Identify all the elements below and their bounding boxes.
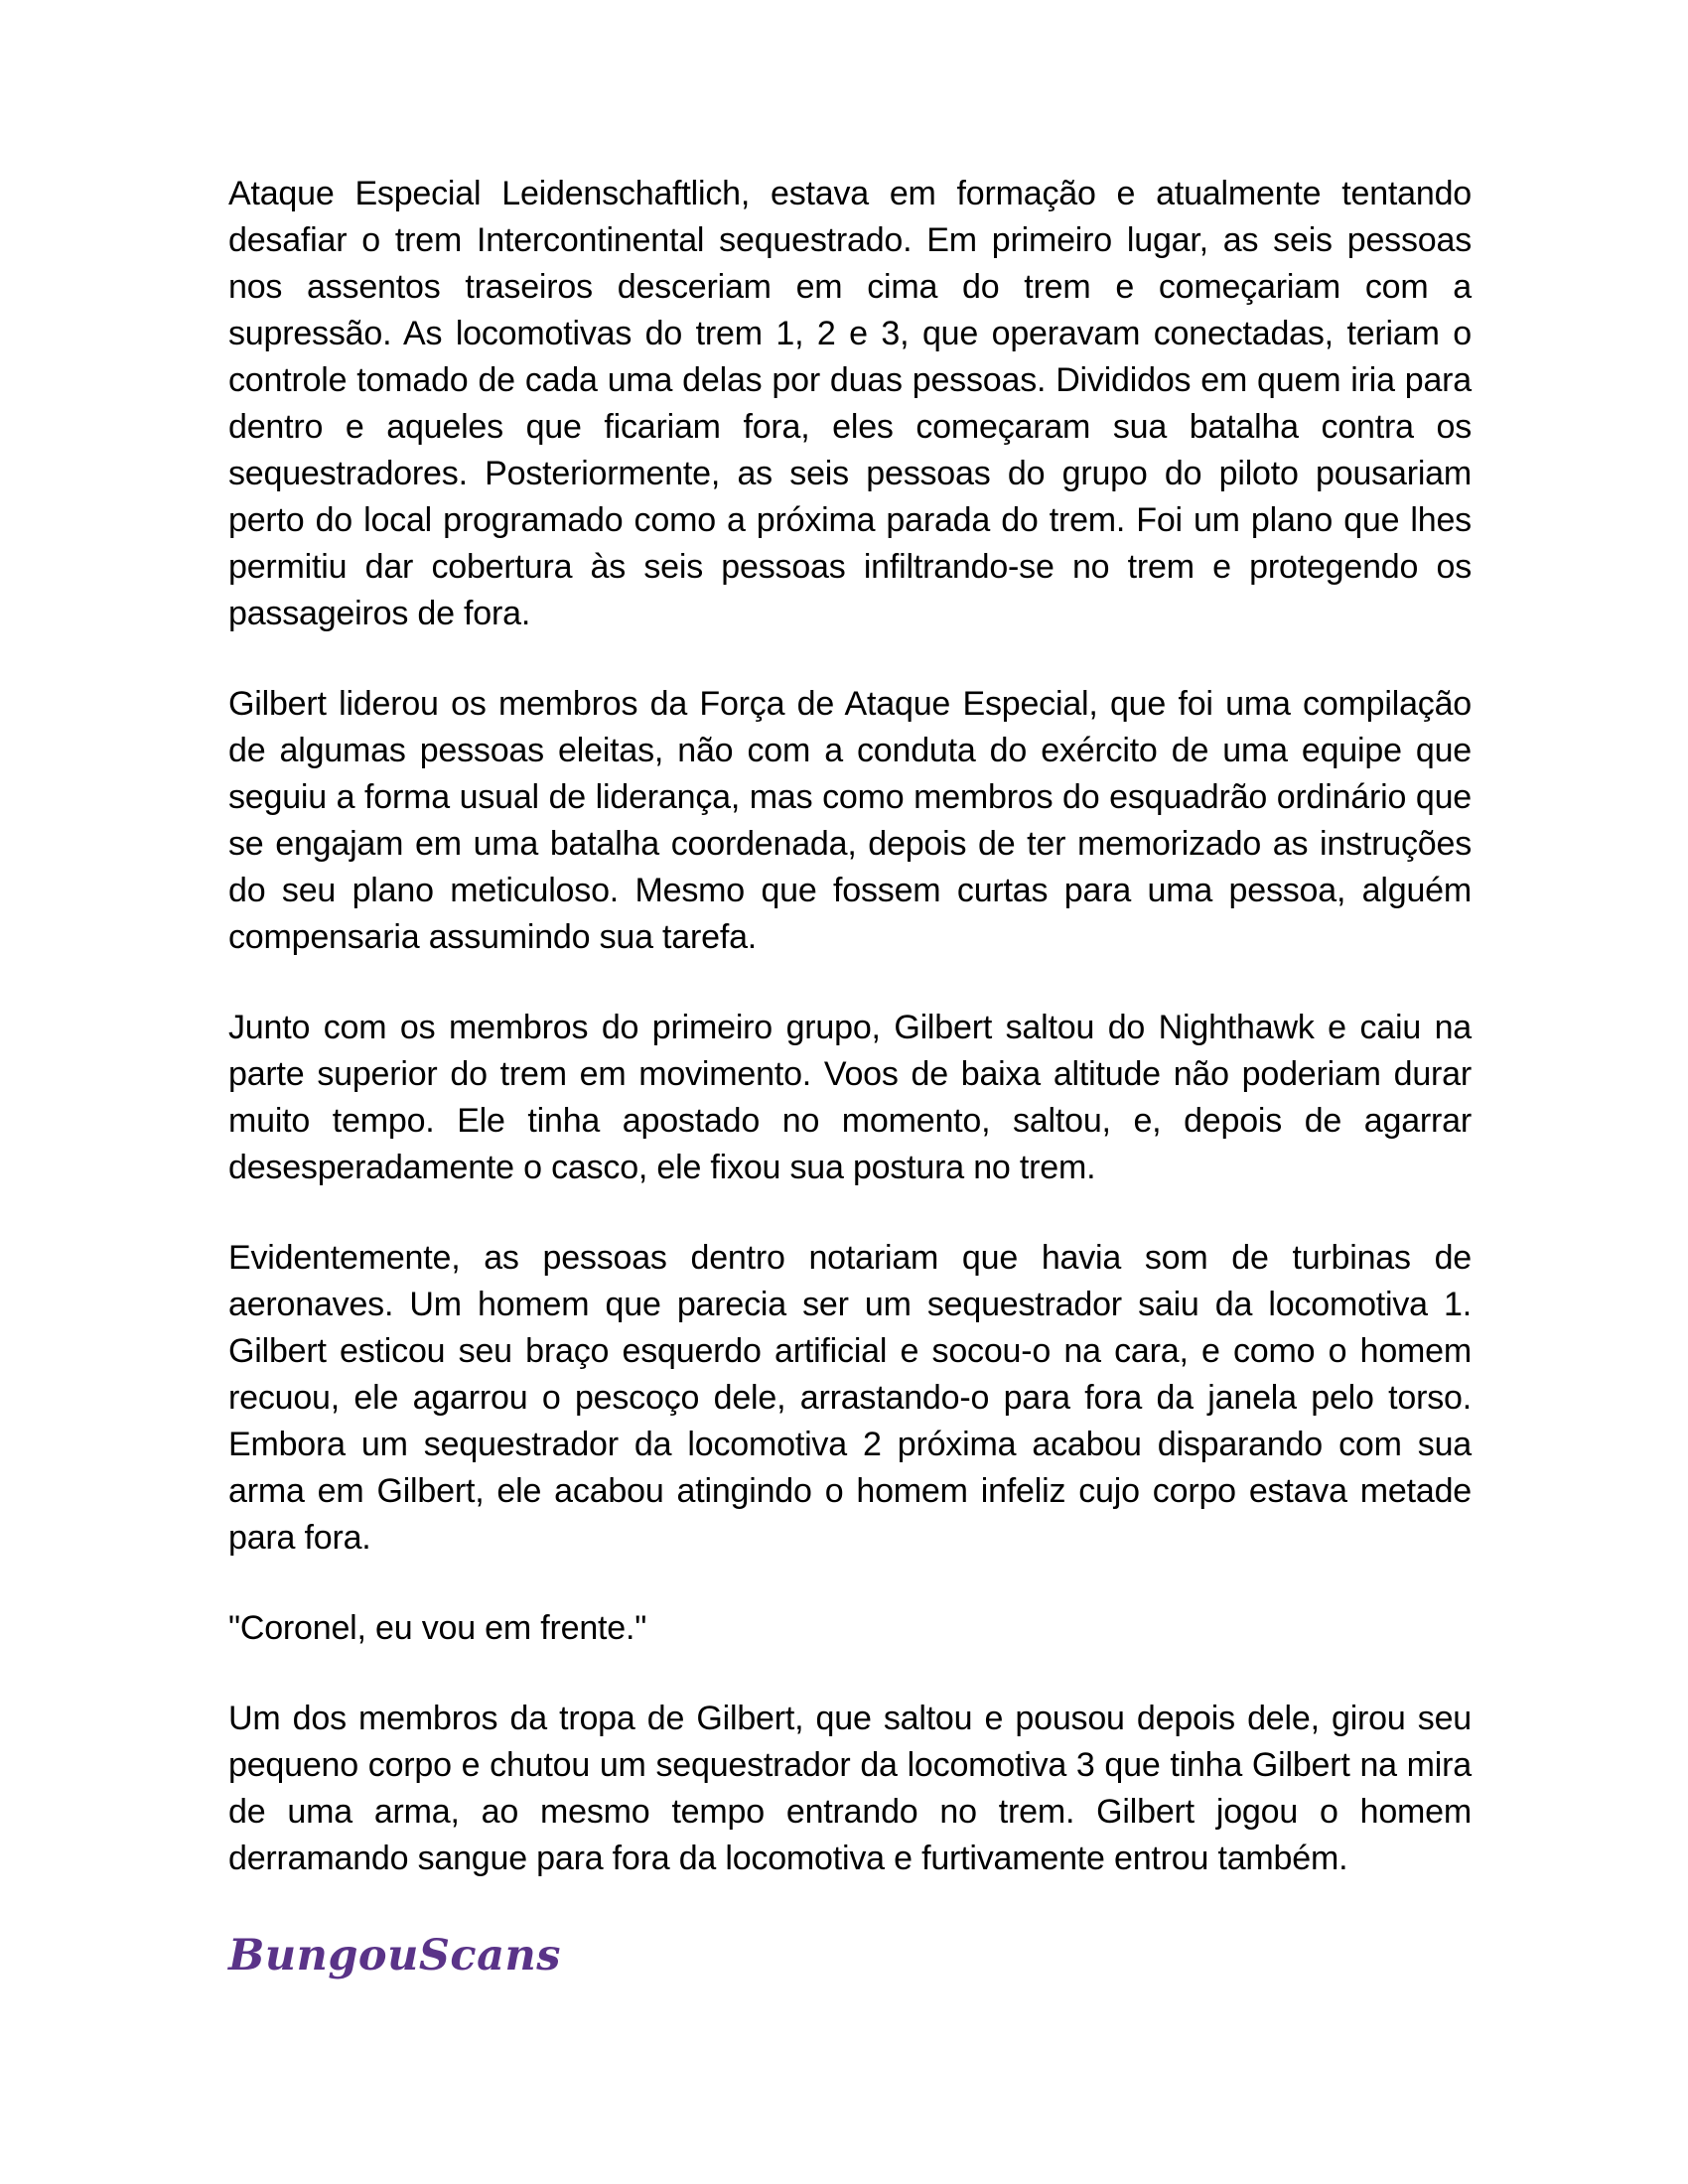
paragraph: Um dos membros da tropa de Gilbert, que saltou e pousou depois dele, girou seu pequeno corpo e chutou um sequestrador da locomotiva 3 que tinha Gilbert na mira de uma arma, ao mesmo tempo entrando no trem. Gilbert jogou o homem derramando sangue para fora da locomotiva e furtivamente entrou também. bbox=[228, 1700, 1472, 1877]
scanlation-credit: BungouScans bbox=[228, 1931, 561, 1980]
paragraph: Evidentemente, as pessoas dentro notariam que havia som de turbinas de aeronaves. Um homem que parecia ser um sequestrador saiu da locomotiva 1. Gilbert esticou seu braço esquerdo artificial e socou-o na cara, e como o homem recuou, ele agarrou o pescoço dele, arrastando-o para fora da janela pelo torso. Embora um sequestrador da locomotiva 2 próxima acabou disparando com sua arma em Gilbert, ele acabou atingindo o homem infeliz cujo corpo estava metade para fora. bbox=[228, 1239, 1472, 1557]
paragraph: Junto com os membros do primeiro grupo, Gilbert saltou do Nighthawk e caiu na parte superior do trem em movimento. Voos de baixa altitude não poderiam durar muito tempo. Ele tinha apostado no momento, saltou, e, depois de agarrar desesperadamente o casco, ele fixou sua postura no trem. bbox=[228, 1009, 1472, 1186]
dialogue-line: "Coronel, eu vou em frente." bbox=[228, 1609, 647, 1647]
page-text-block bbox=[228, 171, 1472, 1979]
paragraph: Gilbert liderou os membros da Força de Ataque Especial, que foi uma compilação de algumas pessoas eleitas, não com a conduta do exército de uma equipe que seguiu a forma usual de liderança, mas como membros do esquadrão ordinário que se engajam em uma batalha coordenada, depois de ter memorizado as instruções do seu plano meticuloso. Mesmo que fossem curtas para uma pessoa, alguém compensaria assumindo sua tarefa. bbox=[228, 685, 1472, 956]
paragraph: Ataque Especial Leidenschaftlich, estava em formação e atualmente tentando desafiar o trem Intercontinental sequestrado. Em primeiro lugar, as seis pessoas nos assentos traseiros desceriam em cima do trem e começariam com a supressão. As locomotivas do trem 1, 2 e 3, que operavam conectadas, teriam o controle tomado de cada uma delas por duas pessoas. Divididos em quem iria para dentro e aqueles que ficariam fora, eles começaram sua batalha contra os sequestradores. Posteriormente, as seis pessoas do grupo do piloto pousariam perto do local programado como a próxima parada do trem. Foi um plano que lhes permitiu dar cobertura às seis pessoas infiltrando-se no trem e protegendo os passageiros de fora. bbox=[228, 175, 1472, 632]
